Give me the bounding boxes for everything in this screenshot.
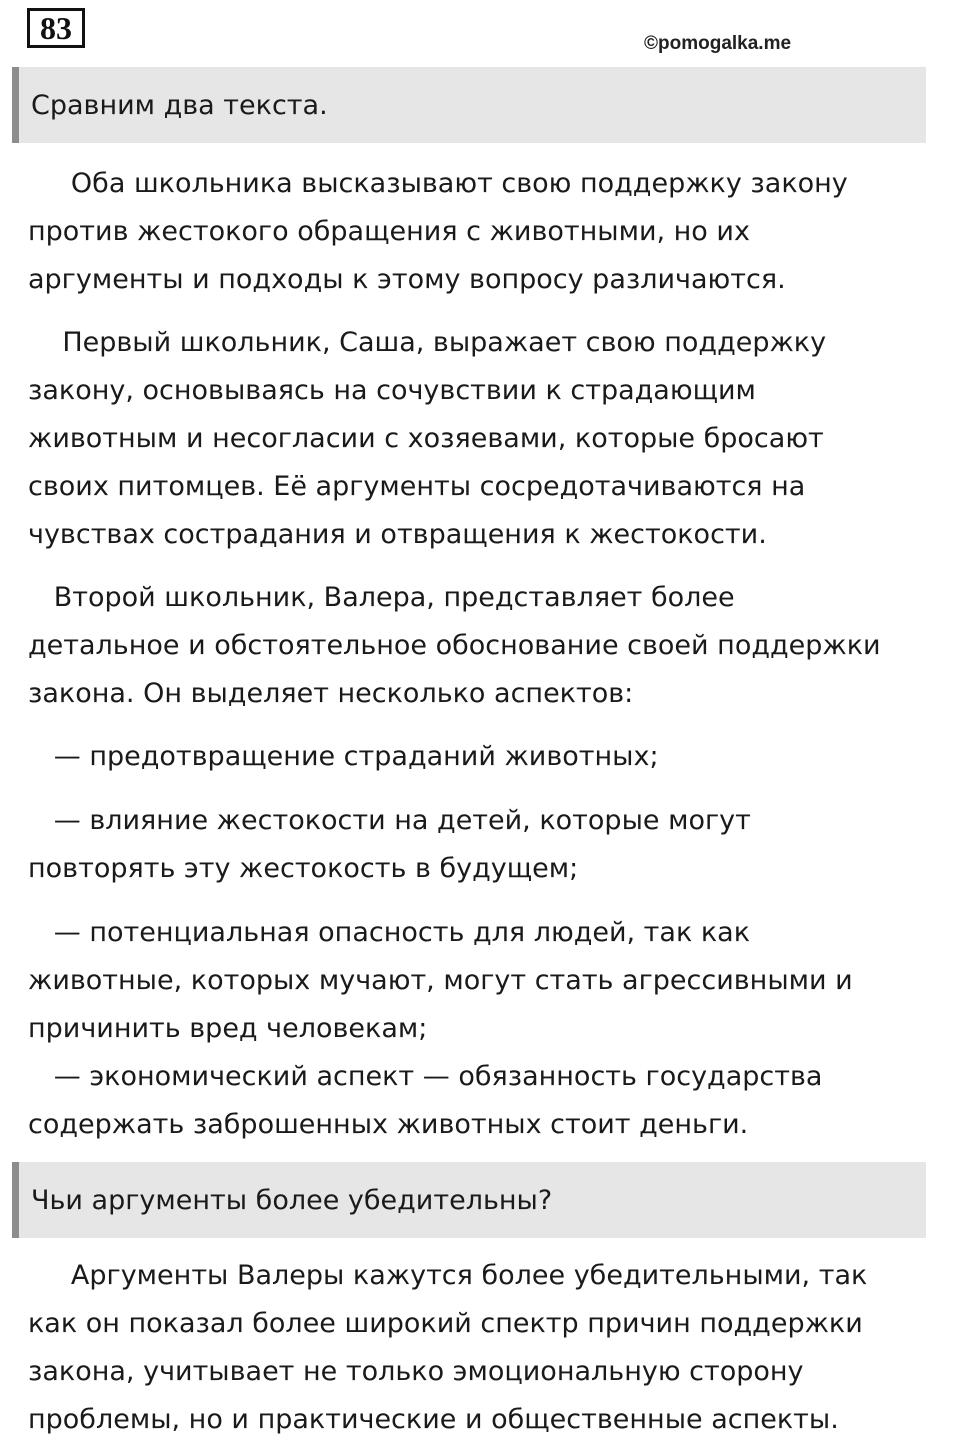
paragraph-line: проблемы, но и практические и общественные аспекты. [28, 1404, 839, 1435]
paragraph-line: закону, основываясь на сочувствии к страдающим [28, 375, 756, 406]
paragraph-line: чувствах сострадания и отвращения к жестокости. [28, 519, 767, 550]
question-1-text: Сравним два текста. [31, 89, 328, 121]
paragraph-line: Оба школьника высказывают свою поддержку закону [28, 168, 848, 199]
paragraph-line: аргументы и подходы к этому вопросу различаются. [28, 264, 786, 295]
paragraph-line: против жестокого обращения с животными, но их [28, 216, 750, 247]
paragraph-line: Второй школьник, Валера, представляет более [28, 582, 735, 613]
question-bar-1 [12, 67, 926, 143]
task-number: 83 [27, 8, 85, 48]
paragraph-7 [28, 1252, 940, 1444]
paragraph-line: причинить вред человекам; [28, 1013, 428, 1044]
paragraph-line: закона, учитывает не только эмоциональную сторону [28, 1356, 804, 1387]
site-watermark: ©pomogalka.me [644, 33, 792, 54]
list-item: — предотвращение страданий животных; [28, 741, 659, 772]
paragraph-3 [28, 574, 940, 718]
paragraph-line: содержать заброшенных животных стоит деньги. [28, 1109, 749, 1140]
paragraph-line: детальное и обстоятельное обоснование своей поддержки [28, 630, 881, 661]
paragraph-6 [28, 909, 940, 1149]
paragraph-line: животные, которых мучают, могут стать агрессивными и [28, 965, 853, 996]
list-item: — потенциальная опасность для людей, так как [28, 917, 751, 948]
paragraph-line: своих питомцев. Её аргументы сосредотачиваются на [28, 471, 806, 502]
list-item: — экономический аспект — обязанность государства [28, 1061, 823, 1092]
paragraph-4 [28, 733, 940, 781]
paragraph-1 [28, 160, 940, 304]
paragraph-line: закона. Он выделяет несколько аспектов: [28, 678, 634, 709]
paragraph-2 [28, 319, 940, 559]
question-2-text: Чьи аргументы более убедительны? [31, 1184, 553, 1216]
paragraph-line: Первый школьник, Саша, выражает свою поддержку [28, 327, 827, 358]
paragraph-line: повторять эту жестокость в будущем; [28, 853, 579, 884]
paragraph-line: Аргументы Валеры кажутся более убедительными, так [28, 1260, 868, 1291]
paragraph-line: как он показал более широкий спектр причин поддержки [28, 1308, 863, 1339]
question-bar-2 [12, 1162, 926, 1238]
paragraph-line: животным и несогласии с хозяевами, которые бросают [28, 423, 824, 454]
list-item: — влияние жестокости на детей, которые могут [28, 805, 751, 836]
paragraph-5 [28, 797, 940, 893]
